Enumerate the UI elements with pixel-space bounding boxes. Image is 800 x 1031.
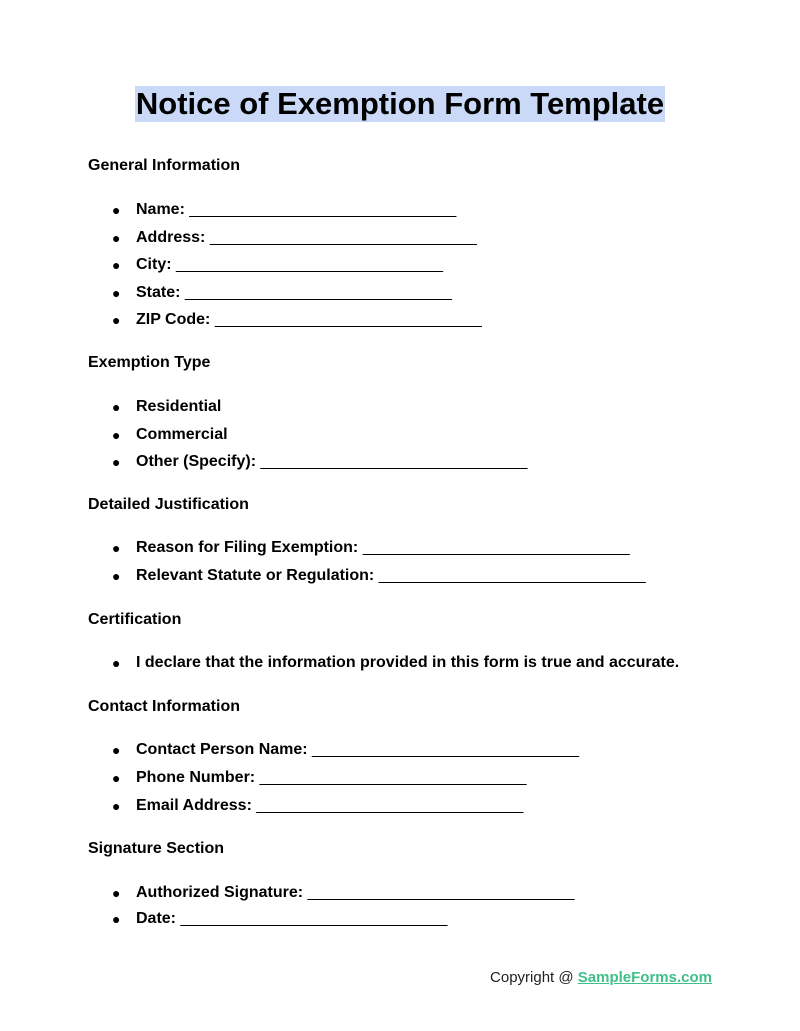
- bullet-icon: ●: [112, 911, 121, 927]
- field-label-contact-person: Contact Person Name:: [136, 741, 308, 758]
- state-field-line[interactable]: ______________________________: [184, 283, 452, 301]
- field-label-reason: Reason for Filing Exemption:: [136, 539, 359, 556]
- copyright-text: Copyright @: [490, 969, 578, 986]
- list-item-city: [0, 255, 482, 275]
- field-label-statute: Relevant Statute or Regulation:: [136, 567, 375, 584]
- general-info-list: [0, 200, 482, 330]
- list-item-zip: [0, 310, 482, 330]
- title-wrap: [0, 86, 800, 122]
- signature-list: [0, 883, 575, 929]
- contact-info-list: [0, 740, 579, 816]
- justification-list: [0, 538, 646, 586]
- brand-link[interactable]: SampleForms.com: [577, 969, 712, 986]
- email-field-line[interactable]: ______________________________: [256, 797, 524, 814]
- exemption-type-list: [0, 397, 527, 472]
- bullet-icon: ●: [112, 770, 121, 786]
- zip-field-line[interactable]: ______________________________: [214, 311, 482, 328]
- signature-field-line[interactable]: ______________________________: [307, 884, 575, 901]
- date-field-line[interactable]: ______________________________: [180, 910, 448, 927]
- list-item-other: [0, 452, 527, 472]
- field-label-name: Name:: [136, 201, 185, 218]
- section-heading-contact: Contact Information: [88, 698, 240, 715]
- section-heading-general: General Information: [88, 157, 241, 174]
- bullet-icon: ●: [112, 229, 121, 246]
- bullet-icon: ●: [112, 655, 121, 671]
- bullet-icon: ●: [112, 399, 121, 415]
- option-other-label: Other (Specify):: [136, 453, 257, 470]
- bullet-icon: ●: [112, 798, 121, 814]
- field-label-phone: Phone Number:: [136, 769, 256, 786]
- bullet-icon: ●: [112, 454, 121, 470]
- name-field-line[interactable]: ______________________________: [189, 201, 457, 218]
- field-label-email: Email Address:: [136, 797, 252, 814]
- list-item-contact-person: [0, 740, 579, 760]
- list-item-state: [0, 283, 482, 303]
- statute-field-line[interactable]: ______________________________: [378, 567, 646, 584]
- bullet-icon: ●: [112, 202, 121, 218]
- list-item-residential: [0, 397, 527, 417]
- field-label-state: State:: [136, 283, 181, 301]
- contact-person-field-line[interactable]: ______________________________: [312, 741, 579, 758]
- option-residential[interactable]: Residential: [136, 398, 222, 415]
- bullet-icon: ●: [112, 312, 121, 328]
- list-item-statute: [0, 566, 646, 586]
- section-heading-justification: Detailed Justification: [88, 496, 249, 513]
- list-item-email: [0, 796, 579, 816]
- field-label-address: Address:: [136, 228, 206, 246]
- option-commercial[interactable]: Commercial: [136, 425, 228, 443]
- bullet-icon: ●: [112, 426, 121, 443]
- certification-list: [0, 653, 679, 673]
- list-item-declaration: [0, 653, 679, 673]
- list-item-date: [0, 909, 575, 929]
- list-item-phone: [0, 768, 579, 788]
- declaration-text: I declare that the information provided in this form is true and accurate.: [136, 654, 680, 671]
- field-label-city: City:: [136, 256, 172, 273]
- bullet-icon: ●: [112, 284, 121, 301]
- bullet-icon: ●: [112, 742, 121, 758]
- bullet-icon: ●: [112, 568, 121, 584]
- bullet-icon: ●: [112, 885, 121, 901]
- reason-field-line[interactable]: ______________________________: [362, 539, 630, 556]
- city-field-line[interactable]: ______________________________: [176, 256, 443, 273]
- list-item-name: [0, 200, 482, 220]
- copyright-footer: [490, 968, 712, 988]
- list-item-commercial: [0, 425, 527, 445]
- list-item-reason: [0, 538, 646, 558]
- section-heading-exemption: Exemption Type: [88, 354, 211, 371]
- phone-field-line[interactable]: ______________________________: [259, 769, 527, 786]
- other-field-line[interactable]: ______________________________: [260, 453, 528, 470]
- page-title: Notice of Exemption Form Template: [135, 86, 665, 121]
- bullet-icon: ●: [112, 257, 121, 273]
- field-label-date: Date:: [136, 910, 177, 927]
- section-heading-certification: Certification: [88, 611, 182, 628]
- list-item-signature: [0, 883, 575, 903]
- field-label-zip: ZIP Code:: [136, 311, 211, 328]
- address-field-line[interactable]: ______________________________: [209, 228, 477, 246]
- list-item-address: [0, 228, 482, 248]
- section-heading-signature: Signature Section: [88, 840, 225, 857]
- field-label-signature: Authorized Signature:: [136, 884, 304, 901]
- bullet-icon: ●: [112, 540, 121, 556]
